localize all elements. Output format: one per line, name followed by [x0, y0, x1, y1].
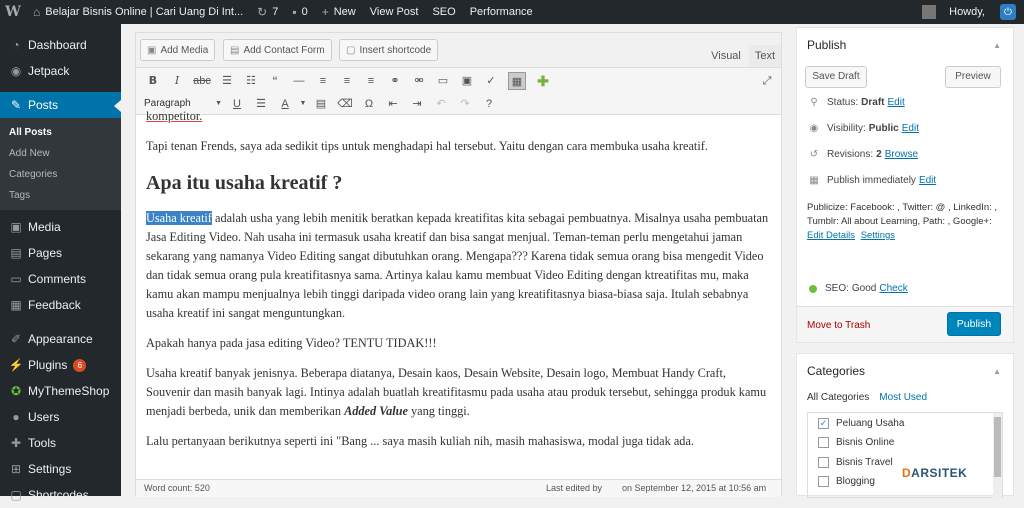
move-to-trash-link[interactable]: Move to Trash: [807, 320, 871, 331]
insert-shortcode-button[interactable]: [339, 39, 438, 61]
selected-text: Usaha kreatif: [146, 211, 212, 225]
power-icon[interactable]: ⏻: [1000, 4, 1016, 20]
add-media-label: Add Media: [160, 44, 209, 56]
sidebar-item-plugins[interactable]: [0, 352, 121, 378]
brush-icon: ✐: [10, 332, 22, 346]
chevron-down-icon: ▼: [215, 100, 222, 107]
sidebar-item-label: Pages: [28, 246, 63, 260]
sidebar-item-label: Feedback: [28, 298, 81, 312]
seo-label: SEO:: [825, 283, 849, 294]
outdent-icon[interactable]: ⇤: [388, 98, 398, 110]
site-title: Belajar Bisnis Online | Cari Uang Di Int...: [45, 6, 244, 18]
publish-actions: [797, 306, 1013, 342]
comments-count: 0: [301, 6, 308, 18]
mythemeshop-icon: ✪: [10, 384, 22, 398]
pin-icon: ✎: [10, 98, 22, 112]
submenu-add-new[interactable]: Add New: [9, 148, 50, 159]
paragraph-2-text: adalah usha yang lebih menitik beratkan kepada kreatifitas kita sebagai pembuatnya. Misalnya usaha pembuatan Jasa Editing Video. Nah usaha ini termasuk usaha kreatif dan bisa sangat menjual. Teman-teman perlu mengetahui jaman sekarang yang namanya Video Editing sangat dibutuhkan orang. Mengapa??? Karena tidak semua orang bisa mengedit Video dan tidak semua orang pula kreatifitasnya sama. Artinya kalau kamu membuat Video Editing dengan ktreatifitas mu, maka kamu akan mampu menjualnya lebih tinggi daripada video orang lain yang kreatifitasnya biasa-biasa saja. Itulah sebabnya usaha kreatif ini sangat menguntungkan.: [146, 211, 769, 320]
tab-most-used[interactable]: Most Used: [879, 392, 928, 403]
plugins-update-badge: 6: [73, 359, 86, 372]
new-label: New: [333, 6, 356, 18]
paste-text-icon[interactable]: ▤: [315, 98, 327, 110]
sidebar-item-label: Tools: [28, 436, 57, 450]
checkbox[interactable]: [818, 476, 829, 487]
sidebar-item-settings[interactable]: [0, 456, 121, 482]
editor-content[interactable]: [146, 109, 772, 469]
indent-icon[interactable]: ⇥: [412, 98, 422, 110]
category-label: Bisnis Travel: [836, 456, 893, 468]
howdy-account[interactable]: Howdy,: [949, 6, 985, 18]
browse-revisions-link[interactable]: Browse: [884, 149, 919, 160]
watermark-logo: [902, 466, 967, 480]
format-select-value: Paragraph: [144, 98, 191, 109]
italic-icon[interactable]: I: [174, 74, 180, 87]
categories-list: [807, 412, 1003, 498]
paragraph-2: [146, 209, 772, 323]
fullscreen-icon[interactable]: ▣: [461, 75, 473, 87]
feedback-icon: ▦: [10, 298, 22, 312]
visibility-label: Visibility:: [827, 123, 866, 134]
add-shortcode-icon[interactable]: ✚: [537, 73, 549, 89]
seo-link[interactable]: SEO: [432, 6, 456, 18]
save-draft-button[interactable]: Save Draft: [805, 66, 867, 88]
justify-icon[interactable]: ☰: [256, 98, 266, 110]
home-icon: ⌂: [33, 5, 41, 19]
form-icon: ▤: [230, 44, 240, 56]
admin-bar: [0, 0, 1024, 24]
publicize-settings-link[interactable]: Settings: [860, 230, 896, 241]
publicize-section: [807, 201, 1007, 243]
paragraph-1: Tapi tenan Frends, saya ada sedikit tips untuk menghadapi hal tersebut. Yaitu dengan cara membuka usaha kreatif.: [146, 139, 708, 153]
bullet-list-icon[interactable]: ☰: [222, 75, 232, 87]
scrollbar-thumb[interactable]: [994, 417, 1001, 477]
sidebar-item-media[interactable]: [0, 214, 121, 240]
spellcheck-icon[interactable]: ✓: [486, 75, 496, 87]
publish-immediately-label: Publish immediately: [827, 175, 916, 186]
sidebar-item-label: Jetpack: [28, 64, 70, 78]
content-heading: Apa itu usaha kreatif ?: [146, 172, 343, 194]
checkbox[interactable]: [818, 437, 829, 448]
last-edited-label: Last edited by: [546, 483, 603, 493]
category-label: Bisnis Online: [836, 437, 895, 449]
publish-box-title: Publish: [807, 38, 847, 52]
plugin-icon: ⚡: [8, 358, 24, 372]
sidebar-item-pages[interactable]: [0, 240, 121, 266]
edit-visibility-link[interactable]: Edit: [901, 123, 919, 134]
pin-icon: ⚲: [810, 97, 818, 108]
watermark-letter: D: [902, 466, 912, 480]
tab-all-categories[interactable]: All Categories: [807, 392, 870, 403]
status-label: Status:: [827, 97, 859, 108]
seo-value: Good: [851, 283, 877, 294]
publicize-text: Publicize: Facebook: , Twitter: @ , LinkedIn: , Tumblr: All about Learning, Path: , Google+:: [807, 202, 998, 227]
schedule-row: [807, 175, 936, 186]
add-contact-form-label: Add Contact Form: [243, 44, 325, 56]
wordpress-logo-icon[interactable]: W: [5, 4, 21, 20]
posts-submenu: [0, 118, 121, 210]
edit-details-link[interactable]: Edit Details: [807, 230, 856, 241]
comments-icon: ▭: [10, 272, 22, 286]
revisions-value: 2: [876, 149, 882, 160]
category-label: Blogging: [836, 476, 875, 488]
seo-row: [807, 283, 908, 294]
paragraph-4-end: yang tinggi.: [407, 404, 470, 418]
text-color-icon[interactable]: A: [281, 98, 289, 110]
sidebar-item-label: Plugins: [28, 358, 68, 372]
sidebar-item-label: Appearance: [28, 332, 93, 346]
sidebar-item-label: Media: [28, 220, 61, 234]
seo-check-link[interactable]: Check: [879, 283, 908, 294]
special-character-icon[interactable]: Ω: [364, 98, 374, 110]
watermark-text: ARSITEK: [911, 466, 968, 480]
media-icon: ▣: [10, 220, 22, 234]
calendar-icon: ▦: [809, 175, 819, 186]
paragraph-4: [146, 364, 772, 421]
numbered-list-icon[interactable]: ☷: [246, 75, 256, 87]
wrench-icon: ✚: [10, 436, 22, 450]
media-icon: ▣: [147, 44, 157, 56]
sidebar-item-label: MyThemeShop: [28, 384, 110, 398]
jetpack-icon: ◉: [10, 64, 22, 78]
comments-link[interactable]: [285, 0, 314, 24]
underline-icon[interactable]: U: [233, 98, 241, 110]
category-label: Peluang Usaha: [836, 417, 905, 429]
editor-status-bar: [136, 479, 781, 497]
sidebar-item-users[interactable]: [0, 404, 121, 430]
unlink-icon[interactable]: ⚮: [414, 75, 424, 87]
redo-icon[interactable]: ↷: [460, 98, 470, 110]
paragraph-3: Apakah hanya pada jasa editing Video? TENTU TIDAK!!!: [146, 336, 437, 350]
align-center-icon[interactable]: ≡: [343, 75, 351, 87]
history-icon: ↺: [809, 149, 819, 160]
visibility-value: Public: [868, 123, 899, 134]
word-count: Word count: 520: [144, 483, 210, 493]
sidebar-item-label: Settings: [28, 462, 72, 476]
updates-icon: ↻: [257, 5, 268, 19]
sidebar-item-dashboard[interactable]: [0, 32, 121, 58]
submenu-all-posts[interactable]: All Posts: [9, 127, 52, 138]
paragraph-fragment: kompetitor.: [146, 109, 203, 123]
strikethrough-icon[interactable]: abc: [193, 75, 211, 87]
collapse-icon[interactable]: ▲: [993, 367, 1001, 376]
sidebar-item-label: Posts: [28, 98, 59, 112]
revisions-label: Revisions:: [827, 149, 874, 160]
sidebar-item-shortcodes[interactable]: [0, 482, 121, 508]
post-editor: [135, 32, 782, 496]
paragraph-5: Lalu pertanyaan berikutnya seperti ini "Bang ... saya masih kuliah nih, masih mahasiswa, modal juga tidak ada.: [146, 434, 694, 448]
help-icon[interactable]: ?: [485, 98, 493, 110]
status-row: [807, 97, 905, 108]
view-post-link[interactable]: View Post: [369, 6, 419, 18]
notification-icon[interactable]: [922, 5, 936, 19]
collapse-icon[interactable]: ▲: [993, 41, 1001, 50]
checkbox[interactable]: [818, 457, 829, 468]
align-left-icon[interactable]: ≡: [319, 75, 327, 87]
tab-visual[interactable]: Visual: [711, 50, 741, 62]
submenu-categories[interactable]: Categories: [9, 169, 58, 180]
sidebar-item-tools[interactable]: [0, 430, 121, 456]
paragraph-4-text: Usaha kreatif banyak jenisnya. Beberapa diatanya, Desain kaos, Desain Website, Desain logo, Membuat Handy Craft, Souvenir dan masih banyak lagi. Intinya adalah buatlah kreatifitasmu pada usaha atau produk tersebut, sehingga produk kamu menjadi berbeda, unik dan memberikan: [146, 366, 767, 418]
sidebar-item-label: Users: [28, 410, 60, 424]
categories-box-title: Categories: [807, 364, 866, 378]
revisions-row: [807, 149, 918, 160]
dashboard-icon: ◔: [12, 38, 20, 52]
eye-icon: ◉: [809, 123, 819, 134]
bold-icon[interactable]: B: [148, 74, 158, 87]
link-icon[interactable]: ⚭: [390, 75, 400, 87]
media-buttons-row: [136, 33, 781, 67]
pages-icon: ▤: [10, 246, 22, 260]
sidebar-item-label: Dashboard: [28, 38, 87, 52]
last-edited-date: on September 12, 2015 at 10:56 am: [622, 483, 767, 493]
category-item[interactable]: [808, 434, 1002, 453]
sidebar-item-posts[interactable]: [0, 92, 121, 118]
seo-status-dot: [809, 285, 817, 293]
sidebar-item-appearance[interactable]: [0, 326, 121, 352]
sidebar-item-label: Comments: [28, 272, 87, 286]
categories-tabs: [807, 392, 937, 403]
shortcodes-icon: ▢: [10, 488, 22, 502]
updates-link[interactable]: [250, 0, 285, 24]
horizontal-line-icon[interactable]: —: [293, 75, 305, 87]
text-color-chevron-icon[interactable]: ▼: [299, 100, 307, 107]
edit-schedule-link[interactable]: Edit: [918, 175, 937, 186]
align-right-icon[interactable]: ≡: [367, 75, 375, 87]
sidebar-item-feedback[interactable]: [0, 292, 121, 318]
categories-scrollbar[interactable]: [993, 413, 1002, 499]
visibility-row: [807, 123, 919, 134]
sidebar-item-jetpack[interactable]: [0, 58, 121, 84]
performance-link[interactable]: Performance: [469, 6, 533, 18]
updates-count: 7: [272, 6, 279, 18]
checkbox-checked[interactable]: ✓: [819, 417, 828, 428]
shortcode-icon: ▢: [346, 44, 356, 56]
category-item[interactable]: [808, 414, 1002, 433]
kitchen-sink-icon[interactable]: ▦: [508, 72, 526, 90]
edit-status-link[interactable]: Edit: [887, 97, 905, 108]
plus-icon: +: [321, 5, 329, 19]
distraction-free-icon[interactable]: ⤢: [762, 75, 772, 87]
publish-box: [796, 27, 1014, 343]
insert-shortcode-label: Insert shortcode: [359, 44, 432, 56]
undo-icon[interactable]: ↶: [436, 98, 446, 110]
sidebar-item-mythemeshop[interactable]: [0, 378, 121, 404]
comment-icon: ▪: [292, 5, 297, 19]
admin-sidebar: [0, 24, 121, 502]
site-name-link[interactable]: [26, 0, 250, 24]
sidebar-item-label: Shortcodes: [28, 488, 89, 502]
status-value: Draft: [861, 97, 885, 108]
publish-button[interactable]: Publish: [947, 312, 1001, 336]
preview-button[interactable]: Preview: [945, 66, 1001, 88]
settings-icon: ⊞: [10, 462, 22, 476]
new-content-link[interactable]: [315, 0, 363, 24]
submenu-tags[interactable]: Tags: [9, 190, 31, 201]
paragraph-4-emphasis: Added Value: [344, 404, 408, 418]
add-contact-form-button[interactable]: [223, 39, 332, 61]
sidebar-item-comments[interactable]: [0, 266, 121, 292]
clear-formatting-icon[interactable]: ⌫: [337, 98, 353, 110]
add-media-button[interactable]: [140, 39, 215, 61]
tab-text[interactable]: Text: [749, 45, 781, 67]
read-more-icon[interactable]: ▭: [437, 75, 449, 87]
users-icon: ●: [12, 410, 20, 424]
blockquote-icon[interactable]: “: [272, 73, 278, 89]
